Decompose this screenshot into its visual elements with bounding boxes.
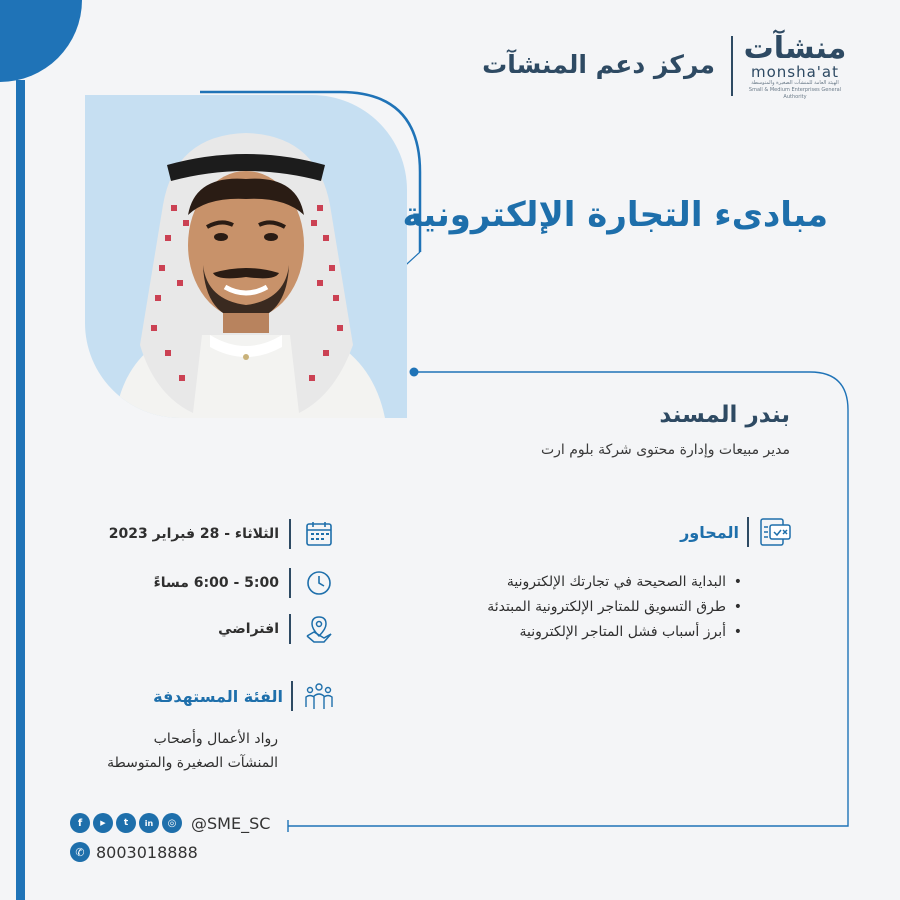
center-title: مركز دعم المنشآت (482, 50, 715, 79)
instagram-icon[interactable]: ◎ (162, 813, 182, 833)
audience-description (58, 727, 278, 775)
logo-latin-text: monsha'at (750, 63, 839, 81)
main-title: مبادىء التجارة الإلكترونية (402, 195, 828, 235)
axes-heading (680, 514, 793, 550)
audience-heading (153, 678, 337, 714)
logo-arabic-text: منشآت (743, 31, 847, 66)
header-divider (731, 36, 733, 96)
group-icon (301, 678, 337, 714)
phone-icon[interactable]: ✆ (70, 842, 90, 862)
audience-label: الفئة المستهدفة (153, 686, 283, 706)
event-date: الثلاثاء - 28 فبراير 2023 (108, 526, 279, 542)
audience-line-1: رواد الأعمال وأصحاب (153, 731, 278, 747)
audience-line-2: المنشآت الصغيرة والمتوسطة (107, 755, 278, 771)
speaker-photo (85, 95, 407, 418)
event-time: 5:00 - 6:00 مساءً (153, 575, 279, 591)
list-item: • أبرز أسباب فشل المتاجر الإلكترونية (487, 620, 742, 645)
linkedin-icon[interactable]: in (139, 813, 159, 833)
location-separator (289, 614, 291, 644)
list-item: • طرق التسويق للمتاجر الإلكترونية المبتدئة (487, 595, 742, 620)
facebook-icon[interactable]: f (70, 813, 90, 833)
time-separator (289, 568, 291, 598)
calendar-icon (301, 516, 337, 552)
phone-number[interactable]: 8003018888 (96, 842, 198, 862)
speaker-role: مدير مبيعات وإدارة محتوى شركة بلوم ارت (540, 442, 790, 458)
twitter-icon[interactable]: t (116, 813, 136, 833)
audience-separator (291, 681, 293, 711)
phone-contact (70, 842, 198, 862)
map-pin-icon (301, 611, 337, 647)
axes-list (487, 570, 742, 645)
social-handle[interactable]: @SME_SC (191, 813, 271, 833)
clock-icon (301, 565, 337, 601)
social-links (70, 813, 270, 833)
logo-subtitle-en: Small & Medium Enterprises General Authority (748, 87, 842, 100)
speaker-portrait-illustration (85, 95, 407, 418)
axes-label: المحاور (680, 522, 739, 542)
event-location: افتراضي (218, 621, 279, 637)
speaker-name: بندر المسند (659, 402, 790, 428)
event-location-row (218, 611, 337, 647)
event-time-row (154, 565, 337, 601)
axes-separator (747, 517, 749, 547)
youtube-icon[interactable]: ▶ (93, 813, 113, 833)
logo-subtitle: الهيئة العامة للمنشآت الصغيرة والمتوسطة (751, 80, 839, 86)
date-separator (289, 519, 291, 549)
event-date-row (109, 516, 337, 552)
list-item: • البداية الصحيحة في تجارتك الإلكترونية (487, 570, 742, 595)
checklist-icon (757, 514, 793, 550)
monshaat-logo (742, 31, 848, 101)
